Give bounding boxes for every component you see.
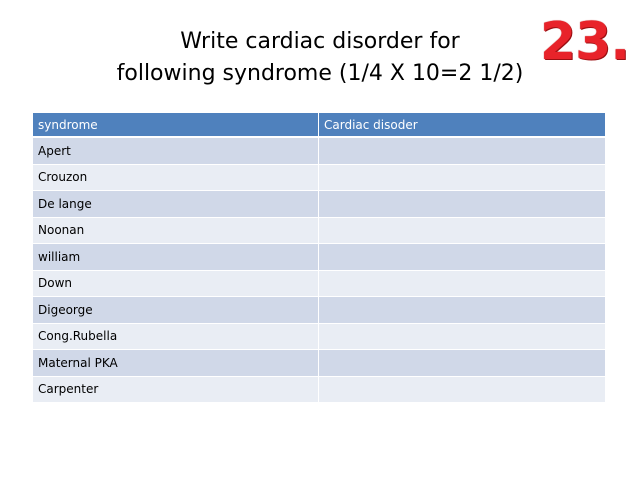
table-row <box>33 377 606 404</box>
cardiac-answer-cell[interactable] <box>319 297 606 324</box>
table-row <box>33 271 606 298</box>
syndrome-cell: Digeorge <box>33 297 319 324</box>
table-row <box>33 244 606 271</box>
table-row <box>33 297 606 324</box>
syndrome-cell: Maternal PKA <box>33 350 319 377</box>
cardiac-answer-cell[interactable] <box>319 218 606 245</box>
table-row <box>33 218 606 245</box>
cardiac-answer-cell[interactable] <box>319 244 606 271</box>
syndrome-cell: De lange <box>33 191 319 218</box>
table-row <box>33 138 606 165</box>
syndrome-cell: Noonan <box>33 218 319 245</box>
cardiac-answer-cell[interactable] <box>319 324 606 351</box>
title-line-2: following syndrome (1/4 X 10=2 1/2) <box>116 61 524 86</box>
cardiac-answer-cell[interactable] <box>319 350 606 377</box>
cardiac-answer-cell[interactable] <box>319 138 606 165</box>
table-row <box>33 324 606 351</box>
header-cardiac-disorder: Cardiac disoder <box>319 113 606 138</box>
syndrome-cell: william <box>33 244 319 271</box>
table-row <box>33 350 606 377</box>
cardiac-answer-cell[interactable] <box>319 377 606 404</box>
syndrome-cell: Down <box>33 271 319 298</box>
table-header-row <box>33 113 606 138</box>
cardiac-answer-cell[interactable] <box>319 271 606 298</box>
slide-number: 23. <box>540 12 630 72</box>
syndrome-table <box>33 113 606 403</box>
header-syndrome: syndrome <box>33 113 319 138</box>
syndrome-cell: Cong.Rubella <box>33 324 319 351</box>
syndrome-cell: Crouzon <box>33 165 319 192</box>
syndrome-cell: Apert <box>33 138 319 165</box>
cardiac-answer-cell[interactable] <box>319 165 606 192</box>
slide-title <box>60 26 580 90</box>
table-row <box>33 165 606 192</box>
title-line-1: Write cardiac disorder for <box>180 29 460 54</box>
syndrome-cell: Carpenter <box>33 377 319 404</box>
cardiac-answer-cell[interactable] <box>319 191 606 218</box>
table-row <box>33 191 606 218</box>
